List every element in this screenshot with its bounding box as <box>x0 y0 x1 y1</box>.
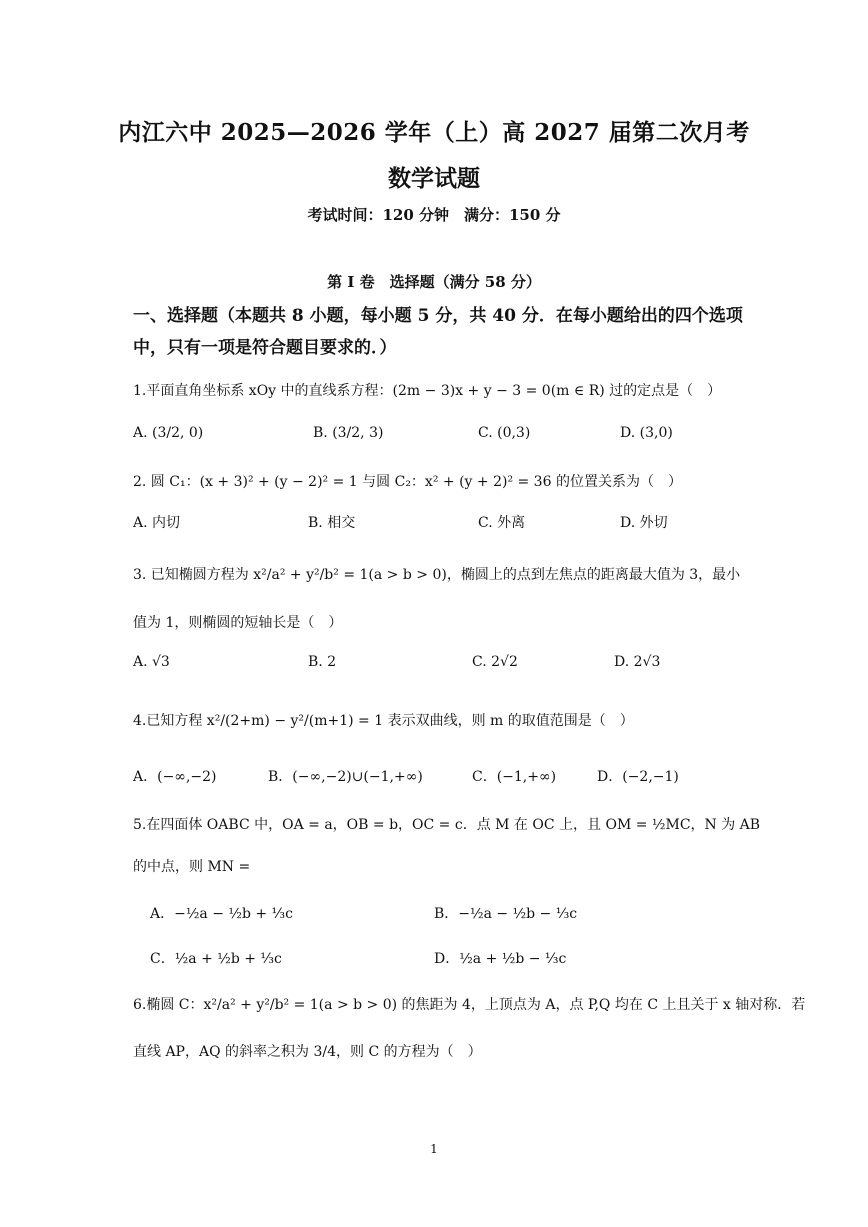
question-2-option-a: A. 内切 <box>133 515 181 531</box>
question-5-option-c: C．½a + ½b + ⅓c <box>150 951 282 967</box>
question-3-stem-line2: 值为 1，则椭圆的短轴长是（ ） <box>133 615 343 631</box>
exam-subject: 数学试题 <box>388 165 480 192</box>
question-4-option-c: C．(−1,+∞) <box>472 769 557 785</box>
question-2-stem: 2. 圆 C₁：(x + 3)² + (y − 2)² = 1 与圆 C₂：x² + (y + 2)² = 36 的位置关系为（ ） <box>133 474 682 490</box>
question-6-stem-line2: 直线 AP，AQ 的斜率之积为 3/4，则 C 的方程为（ ） <box>133 1044 482 1060</box>
question-3-option-a: A. √3 <box>133 654 170 670</box>
question-5-option-a: A．−½a − ½b + ⅓c <box>150 906 293 922</box>
question-1-stem: 1.平面直角坐标系 xOy 中的直线系方程：(2m − 3)x + y − 3 = 0(m ∈ R) 过的定点是（ ） <box>133 383 722 399</box>
question-4-option-d: D．(−2,−1) <box>597 769 679 785</box>
question-5-stem: 5.在四面体 OABC 中，OA = a，OB = b，OC = c．点 M 在 OC 上，且 OM = ½MC，N 为 AB <box>133 817 761 833</box>
question-1-option-a: A. (3/2, 0) <box>133 425 204 441</box>
question-1-option-d: D. (3,0) <box>620 425 673 441</box>
question-1-option-c: C. (0,3) <box>478 425 531 441</box>
question-4-stem: 4.已知方程 x²/(2+m) − y²/(m+1) = 1 表示双曲线，则 m 的取值范围是（ ） <box>133 713 634 729</box>
question-2-option-d: D. 外切 <box>620 515 668 531</box>
page-number: 1 <box>430 1142 438 1156</box>
section-instructions: 一、选择题（本题共 8 小题，每小题 5 分，共 40 分．在每小题给出的四个选项中，只有一项是符合题目要求的．） <box>133 306 743 358</box>
question-3-option-b: B. 2 <box>308 654 337 670</box>
question-3-stem: 3. 已知椭圆方程为 x²/a² + y²/b² = 1(a > b > 0)，椭圆上的点到左焦点的距离最大值为 3，最小 <box>133 567 741 583</box>
question-1-option-b: B. (3/2, 3) <box>313 425 384 441</box>
question-3-option-c: C. 2√2 <box>472 654 518 670</box>
section-heading: 第 I 卷 选择题（满分 58 分） <box>327 273 541 291</box>
question-5-option-b: B．−½a − ½b − ⅓c <box>434 906 578 922</box>
question-2-option-b: B. 相交 <box>308 515 356 531</box>
question-2-option-c: C. 外离 <box>478 515 526 531</box>
question-3-option-d: D. 2√3 <box>614 654 661 670</box>
question-4-option-b: B．(−∞,−2)∪(−1,+∞) <box>268 769 423 785</box>
question-5-stem-line2: 的中点，则 MN = <box>133 859 251 875</box>
question-4-option-a: A．(−∞,−2) <box>133 769 217 785</box>
question-5-option-d: D．½a + ½b − ⅓c <box>434 951 567 967</box>
exam-title: 内江六中 2025—2026 学年（上）高 2027 届第二次月考 <box>118 119 750 146</box>
question-6-stem: 6.椭圆 C：x²/a² + y²/b² = 1(a > b > 0) 的焦距为 4，上顶点为 A，点 P,Q 均在 C 上且关于 x 轴对称．若 <box>133 997 806 1013</box>
exam-info: 考试时间：120 分钟 满分：150 分 <box>307 206 561 224</box>
